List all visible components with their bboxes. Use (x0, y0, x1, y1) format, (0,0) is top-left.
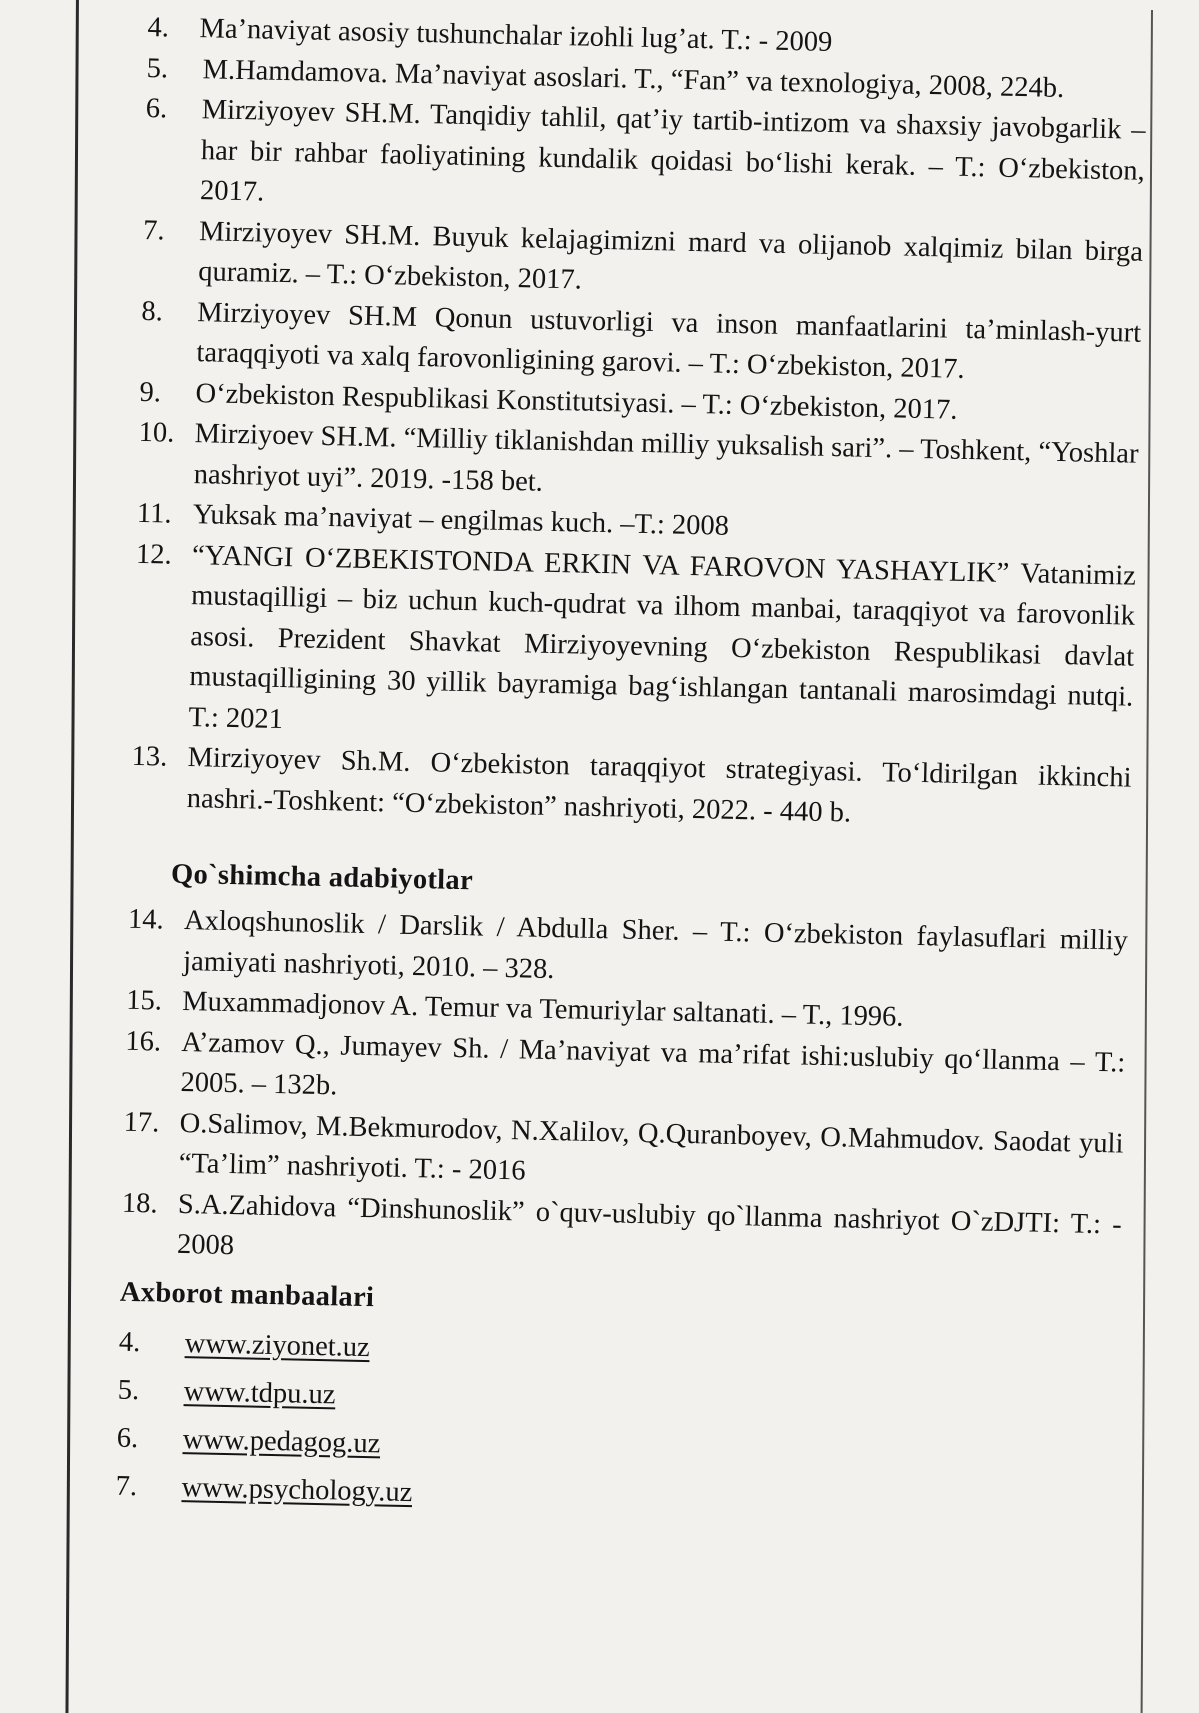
item-text: O.Salimov, M.Bekmurodov, N.Xalilov, Q.Quranboyev, O.Mahmudov. Saodat yuli “Ta’lim” nashriyoti. T.: - 2016 (178, 1107, 1124, 1187)
item-text: A’zamov Q., Jumayev Sh. / Ma’naviyat va ma’rifat ishi:uslubiy qo‘llanma – T.: 2005. – 132b. (180, 1026, 1126, 1102)
item-number: 7. (115, 1470, 138, 1502)
website-link[interactable]: www.tdpu.uz (183, 1375, 336, 1410)
item-text: Muxammadjonov A. Temur va Temuriylar saltanati. – T., 1996. (181, 985, 904, 1033)
item-number: 4. (118, 1326, 141, 1358)
item-text: Mirziyoyev SH.M. Tanqidiy tahlil, qat’iy tartib-intizom va shaxsiy javobgarlik – har bir rahbar faoliyatining kundalik qoidasi bo‘lishi kerak. – T.: O‘zbekiston, 2017. (199, 94, 1146, 208)
item-text: M.Hamdamova. Ma’naviyat asoslari. T., “Fan” va texnologiya, 2008, 224b. (202, 53, 1065, 104)
information-sources-heading: Axborot manbaalari (119, 1276, 375, 1313)
item-number: 7. (142, 214, 165, 246)
website-link[interactable]: www.ziyonet.uz (184, 1327, 371, 1363)
item-text: Axloqshunoslik / Darslik / Abdulla Sher. – T.: O‘zbekiston faylasuflari milliy jamiyati nashriyoti, 2010. – 328. (182, 905, 1129, 985)
item-text: Yuksak ma’naviyat – engilmas kuch. –T.: 2008 (192, 499, 730, 542)
item-number: 5. (117, 1374, 140, 1406)
item-number: 11. (136, 497, 172, 530)
item-number: 9. (139, 376, 162, 408)
item-text: Ma’naviyat asosiy tushunchalar izohli lug’at. T.: - 2009 (199, 13, 833, 58)
item-number: 14. (127, 903, 165, 936)
item-number: 18. (121, 1187, 158, 1219)
item-number: 6. (116, 1422, 139, 1454)
reference-content (115, 8, 1148, 1532)
item-number: 8. (141, 295, 164, 327)
page-border-left (65, 0, 79, 1713)
item-number: 5. (146, 52, 169, 84)
item-text: Mirziyoyev Sh.M. O‘zbekiston taraqqiyot strategiyasi. To‘ldirilgan ikkinchi nashri.-Toshkent: “O‘zbekiston” nashriyoti, 2022. - 440 b. (186, 742, 1132, 829)
item-number: 16. (125, 1025, 162, 1058)
information-sources-list (115, 1318, 1119, 1532)
item-number: 15. (126, 984, 163, 1017)
list-item (132, 534, 1136, 758)
item-number: 6. (145, 92, 168, 125)
website-link[interactable]: www.psychology.uz (181, 1471, 413, 1508)
item-text: “YANGI O‘ZBEKISTONDA ERKIN VA FAROVON YASHAYLIK” Vatanimiz mustaqilligi – biz uchun kuch-qudrat va ilhom manbai, taraqqiyot va farovonlik asosi. Prezident Shavkat Mirziyoyevning O‘zbekiston Respublikasi davlat mustaqilligining 30 yillik bayramiga bag‘ishlangan tantanali marosimdagi nutqi. T.: 2021 (188, 539, 1137, 735)
item-text: Mirziyoyev SH.M. Buyuk kelajagimizni mard va olijanob xalqimiz bilan birga quramiz. – T.: O‘zbekiston, 2017. (197, 215, 1144, 296)
additional-reference-list (121, 900, 1129, 1286)
item-number: 12. (135, 538, 173, 571)
item-number: 13. (131, 740, 168, 773)
website-link[interactable]: www.pedagog.uz (182, 1423, 381, 1459)
additional-literature-heading: Qo`shimcha adabiyotlar (170, 858, 474, 897)
main-reference-list (130, 8, 1147, 840)
item-number: 4. (147, 11, 170, 44)
list-item (144, 89, 1146, 232)
item-text: Mirziyoev SH.M. “Milliy tiklanishdan milliy yuksalish sari”. – Toshkent, “Yoshlar nashriyot uyi”. 2019. -158 bet. (193, 418, 1139, 498)
item-text: S.A.Zahidova “Dinshunoslik” o`quv-uslubiy qo`llanma nashriyot O`zDJTI: T.: - 2008 (176, 1188, 1123, 1262)
item-text: O‘zbekiston Respublikasi Konstitutsiyasi. – T.: O‘zbekiston, 2017. (195, 377, 958, 426)
item-text: Mirziyoyev SH.M Qonun ustuvorligi va inson manfaatlarini ta’minlash-yurt taraqqiyoti va xalq farovonligining garovi. – T.: O‘zbekiston, 2017. (196, 296, 1142, 385)
item-number: 17. (123, 1106, 160, 1139)
item-number: 10. (138, 416, 175, 449)
